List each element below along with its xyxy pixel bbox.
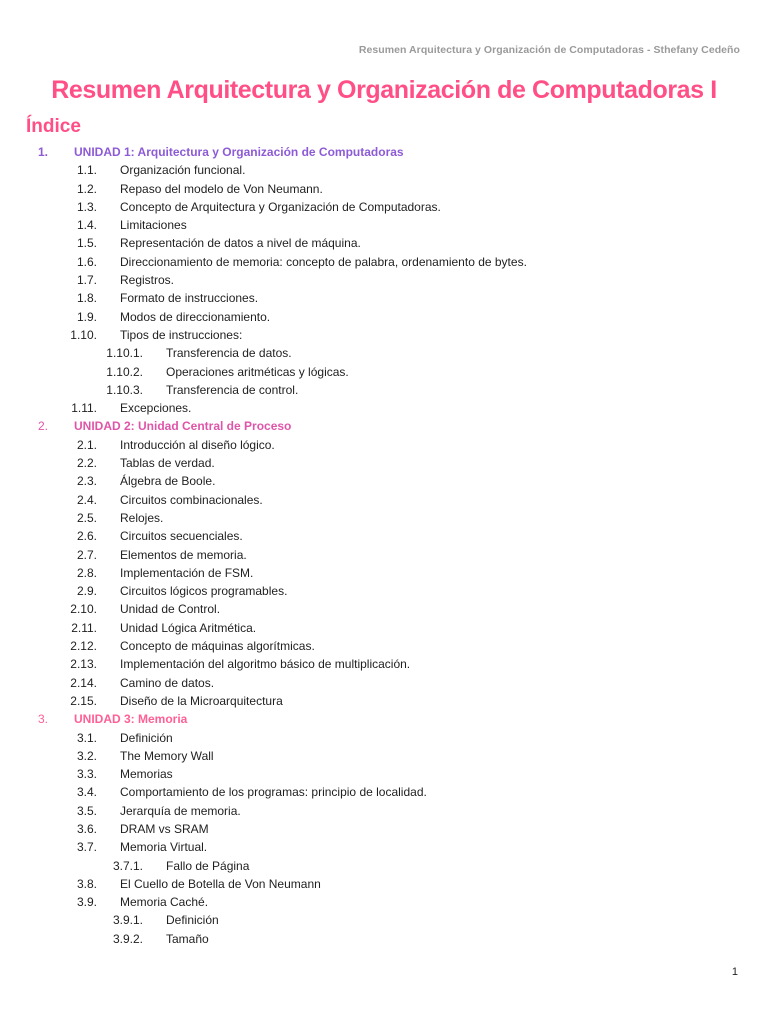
- toc-section-entry: [0, 454, 768, 472]
- toc-section-entry: [0, 838, 768, 856]
- toc-entry-text: Tipos de instrucciones:: [120, 327, 243, 342]
- toc-entry-number: 2.5.: [76, 510, 97, 525]
- toc-entry-text: Formato de instrucciones.: [120, 291, 259, 306]
- toc-entry-text: Unidad Lógica Aritmética.: [120, 620, 257, 635]
- toc-section-entry: [0, 765, 768, 783]
- toc-entry-number: 2.11.: [71, 620, 97, 635]
- toc-entry-number: 3.6.: [76, 821, 97, 836]
- toc-entry-text: Diseño de la Microarquitectura: [120, 693, 283, 708]
- toc-unit-entry: [0, 417, 768, 435]
- index-heading: Índice: [26, 116, 81, 137]
- toc-subsection-entry: [0, 857, 768, 875]
- toc-entry-text: Memoria Virtual.: [120, 840, 208, 855]
- toc-entry-text: El Cuello de Botella de Von Neumann: [120, 876, 321, 891]
- toc-section-entry: [0, 527, 768, 545]
- toc-entry-text: Modos de direccionamiento.: [120, 309, 271, 324]
- toc-section-entry: [0, 308, 768, 326]
- toc-entry-number: 3.4.: [76, 785, 97, 800]
- toc-entry-text: Limitaciones: [120, 218, 187, 233]
- toc-entry-number: 1.5.: [76, 236, 97, 251]
- toc-entry-number: 3.7.: [76, 840, 97, 855]
- toc-entry-text: DRAM vs SRAM: [120, 821, 209, 836]
- toc-entry-text: Definición: [120, 730, 173, 745]
- toc-section-entry: [0, 747, 768, 765]
- toc-entry-number: 3.8.: [76, 876, 97, 891]
- toc-entry-text: Camino de datos.: [120, 675, 215, 690]
- toc-section-entry: [0, 546, 768, 564]
- toc-section-entry: [0, 216, 768, 234]
- toc-entry-number: 2.6.: [76, 529, 97, 544]
- toc-entry-text: Relojes.: [120, 510, 164, 525]
- toc-entry-text: Circuitos secuenciales.: [120, 529, 243, 544]
- toc-entry-number: 1.10.3.: [106, 382, 143, 397]
- toc-section-entry: [0, 655, 768, 673]
- toc-entry-number: 3.3.: [76, 767, 97, 782]
- toc-entry-number: 1.2.: [76, 181, 97, 196]
- toc-entry-text: Introducción al diseño lógico.: [120, 437, 275, 452]
- toc-entry-text: Circuitos lógicos programables.: [120, 584, 288, 599]
- toc-entry-number: 1.1.: [76, 163, 97, 178]
- toc-entry-text: Organización funcional.: [120, 163, 246, 178]
- toc-entry-text: UNIDAD 3: Memoria: [74, 712, 188, 727]
- toc-entry-number: 2.14.: [70, 675, 97, 690]
- toc-entry-text: Comportamiento de los programas: principio de localidad.: [120, 785, 427, 800]
- toc-section-entry: [0, 600, 768, 618]
- toc-entry-number: 1.11.: [71, 401, 97, 416]
- toc-section-entry: [0, 271, 768, 289]
- toc-entry-text: Definición: [166, 913, 219, 928]
- toc-section-entry: [0, 436, 768, 454]
- toc-entry-text: Circuitos combinacionales.: [120, 492, 263, 507]
- toc-entry-text: Concepto de máquinas algorítmicas.: [120, 639, 315, 654]
- toc-entry-text: Representación de datos a nivel de máquina.: [120, 236, 361, 251]
- toc-entry-number: 2.15.: [70, 693, 97, 708]
- toc-entry-text: Registros.: [120, 273, 175, 288]
- toc-section-entry: [0, 509, 768, 527]
- toc-entry-number: 3.2.: [76, 748, 97, 763]
- toc-entry-number: 2.1.: [76, 437, 97, 452]
- toc-section-entry: [0, 619, 768, 637]
- toc-subsection-entry: [0, 930, 768, 948]
- toc-section-entry: [0, 674, 768, 692]
- toc-entry-text: Álgebra de Boole.: [120, 474, 216, 489]
- toc-entry-number: 3.7.1.: [112, 858, 143, 873]
- toc-entry-number: 1.10.2.: [106, 364, 143, 379]
- toc-section-entry: [0, 253, 768, 271]
- toc-entry-number: 2.9.: [76, 584, 97, 599]
- toc-entry-text: Elementos de memoria.: [120, 547, 247, 562]
- toc-entry-number: 2.2.: [76, 456, 97, 471]
- toc-unit-entry: [0, 143, 768, 161]
- toc-entry-text: The Memory Wall: [120, 748, 214, 763]
- toc-entry-text: Direccionamiento de memoria: concepto de palabra, ordenamiento de bytes.: [120, 254, 527, 269]
- toc-section-entry: [0, 564, 768, 582]
- toc-entry-number: 3.: [37, 712, 48, 727]
- running-header: Resumen Arquitectura y Organización de Computadoras - Sthefany Cedeño: [358, 44, 740, 56]
- toc-section-entry: [0, 289, 768, 307]
- toc-entry-text: Tamaño: [166, 931, 209, 946]
- toc-entry-text: Memoria Caché.: [120, 895, 209, 910]
- toc-entry-text: UNIDAD 2: Unidad Central de Proceso: [74, 419, 292, 434]
- toc-unit-entry: [0, 710, 768, 728]
- toc-section-entry: [0, 180, 768, 198]
- toc-section-entry: [0, 729, 768, 747]
- toc-entry-number: 1.9.: [76, 309, 97, 324]
- toc-entry-text: Unidad de Control.: [120, 602, 221, 617]
- toc-entry-text: UNIDAD 1: Arquitectura y Organización de Computadoras: [74, 145, 404, 159]
- toc-entry-number: 3.9.2.: [112, 931, 143, 946]
- toc-entry-number: 1.7.: [76, 273, 97, 288]
- toc-entry-text: Repaso del modelo de Von Neumann.: [120, 181, 323, 196]
- toc-entry-number: 1.: [37, 145, 48, 159]
- toc-section-entry: [0, 472, 768, 490]
- toc-section-entry: [0, 491, 768, 509]
- toc-entry-number: 1.4.: [76, 218, 97, 233]
- toc-section-entry: [0, 161, 768, 179]
- toc-entry-number: 1.8.: [76, 291, 97, 306]
- toc-subsection-entry: [0, 911, 768, 929]
- toc-section-entry: [0, 820, 768, 838]
- toc-entry-number: 2.13.: [70, 657, 97, 672]
- toc-entry-text: Concepto de Arquitectura y Organización de Computadoras.: [120, 199, 441, 214]
- toc-entry-number: 3.9.: [76, 895, 97, 910]
- toc-section-entry: [0, 692, 768, 710]
- toc-section-entry: [0, 326, 768, 344]
- document-title: Resumen Arquitectura y Organización de Computadoras I: [51, 76, 717, 104]
- toc-entry-number: 1.3.: [76, 199, 97, 214]
- toc-entry-text: Implementación de FSM.: [120, 565, 254, 580]
- toc-section-entry: [0, 893, 768, 911]
- toc-subsection-entry: [0, 381, 768, 399]
- toc-section-entry: [0, 802, 768, 820]
- toc-entry-number: 3.5.: [76, 803, 97, 818]
- toc-entry-number: 2.10.: [70, 602, 97, 617]
- toc-section-entry: [0, 783, 768, 801]
- toc-entry-number: 2.3.: [76, 474, 97, 489]
- toc-entry-number: 1.10.1.: [106, 346, 143, 361]
- toc-entry-text: Fallo de Página: [166, 858, 250, 873]
- toc-entry-text: Transferencia de control.: [166, 382, 299, 397]
- toc-entry-number: 2.4.: [76, 492, 97, 507]
- toc-entry-text: Tablas de verdad.: [120, 456, 215, 471]
- toc-section-entry: [0, 399, 768, 417]
- toc-entry-number: 3.1.: [76, 730, 97, 745]
- page-number: 1: [731, 966, 738, 978]
- toc-section-entry: [0, 582, 768, 600]
- toc-entry-text: Memorias: [120, 767, 173, 782]
- toc-entry-text: Excepciones.: [120, 401, 192, 416]
- toc-entry-text: Operaciones aritméticas y lógicas.: [166, 364, 349, 379]
- toc-section-entry: [0, 234, 768, 252]
- toc-entry-number: 2.: [37, 419, 48, 434]
- toc-entry-number: 1.6.: [76, 254, 97, 269]
- toc-entry-number: 2.12.: [70, 639, 97, 654]
- toc-subsection-entry: [0, 363, 768, 381]
- toc-entry-text: Jerarquía de memoria.: [120, 803, 241, 818]
- toc-section-entry: [0, 637, 768, 655]
- toc-entry-number: 3.9.1.: [112, 913, 143, 928]
- toc-section-entry: [0, 198, 768, 216]
- toc-entry-number: 2.8.: [76, 565, 97, 580]
- toc-subsection-entry: [0, 344, 768, 362]
- toc-entry-number: 2.7.: [76, 547, 97, 562]
- toc-entry-text: Implementación del algoritmo básico de multiplicación.: [120, 657, 411, 672]
- toc-entry-number: 1.10.: [70, 327, 97, 342]
- toc-section-entry: [0, 875, 768, 893]
- toc-entry-text: Transferencia de datos.: [166, 346, 292, 361]
- table-of-contents: [0, 143, 768, 948]
